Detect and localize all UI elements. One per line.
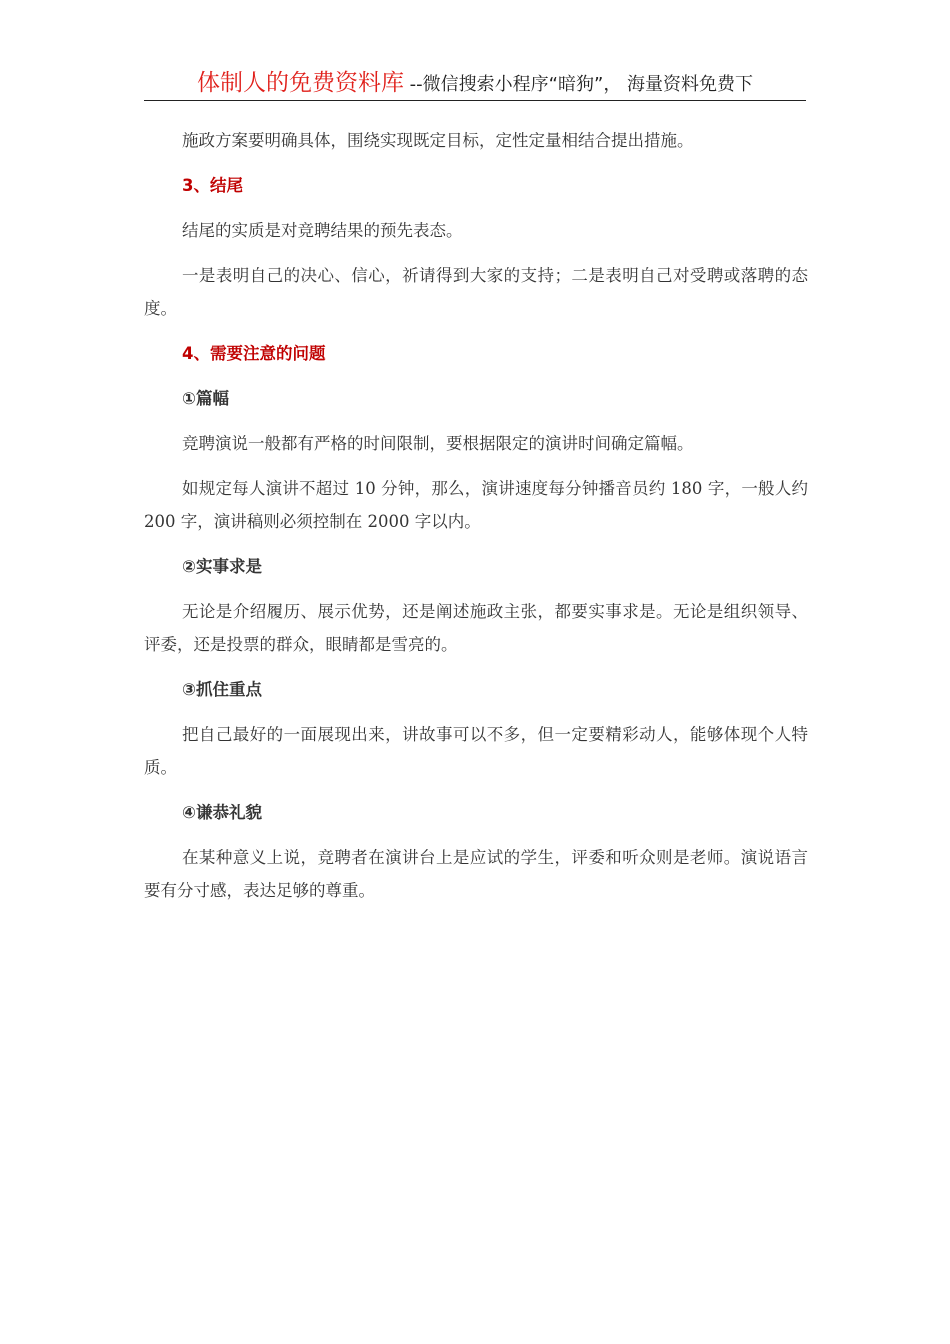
section-heading-notes: 4、需要注意的问题 <box>182 344 326 363</box>
paragraph-ending-attitude: 一是表明自己的决心、信心，祈请得到大家的支持；二是表明自己对受聘或落聘的态度。 <box>144 266 808 318</box>
paragraph-focus: 把自己最好的一面展现出来，讲故事可以不多，但一定要精彩动人，能够体现个人特质。 <box>144 725 808 777</box>
subheading-truthful: ②实事求是 <box>182 557 262 576</box>
paragraph-courtesy: 在某种意义上说，竞聘者在演讲台上是应试的学生，评委和听众则是老师。演说语言要有分寸感，表达足够的尊重。 <box>144 848 808 900</box>
paragraph-time-limit: 竞聘演说一般都有严格的时间限制，要根据限定的演讲时间确定篇幅。 <box>182 434 694 453</box>
paragraph-truthful: 无论是介绍履历、展示优势，还是阐述施政主张，都要实事求是。无论是组织领导、评委，还是投票的群众，眼睛都是雪亮的。 <box>144 602 808 654</box>
paragraph-ending-essence: 结尾的实质是对竞聘结果的预先表态。 <box>182 221 463 240</box>
paragraph-plan: 施政方案要明确具体，围绕实现既定目标，定性定量相结合提出措施。 <box>182 131 694 150</box>
header-tagline: --微信搜索小程序“暗狗”， 海量资料免费下 <box>403 74 754 95</box>
subheading-courtesy: ④谦恭礼貌 <box>182 803 262 822</box>
page-header <box>144 66 806 101</box>
document-body <box>144 124 808 919</box>
subheading-focus: ③抓住重点 <box>182 680 262 699</box>
subheading-length: ①篇幅 <box>182 389 229 408</box>
paragraph-word-count: 如规定每人演讲不超过 10 分钟，那么，演讲速度每分钟播音员约 180 字，一般人约 200 字，演讲稿则必须控制在 2000 字以内。 <box>144 479 808 531</box>
header-brand: 体制人的免费资料库 <box>196 70 404 96</box>
section-heading-ending: 3、结尾 <box>182 176 243 195</box>
